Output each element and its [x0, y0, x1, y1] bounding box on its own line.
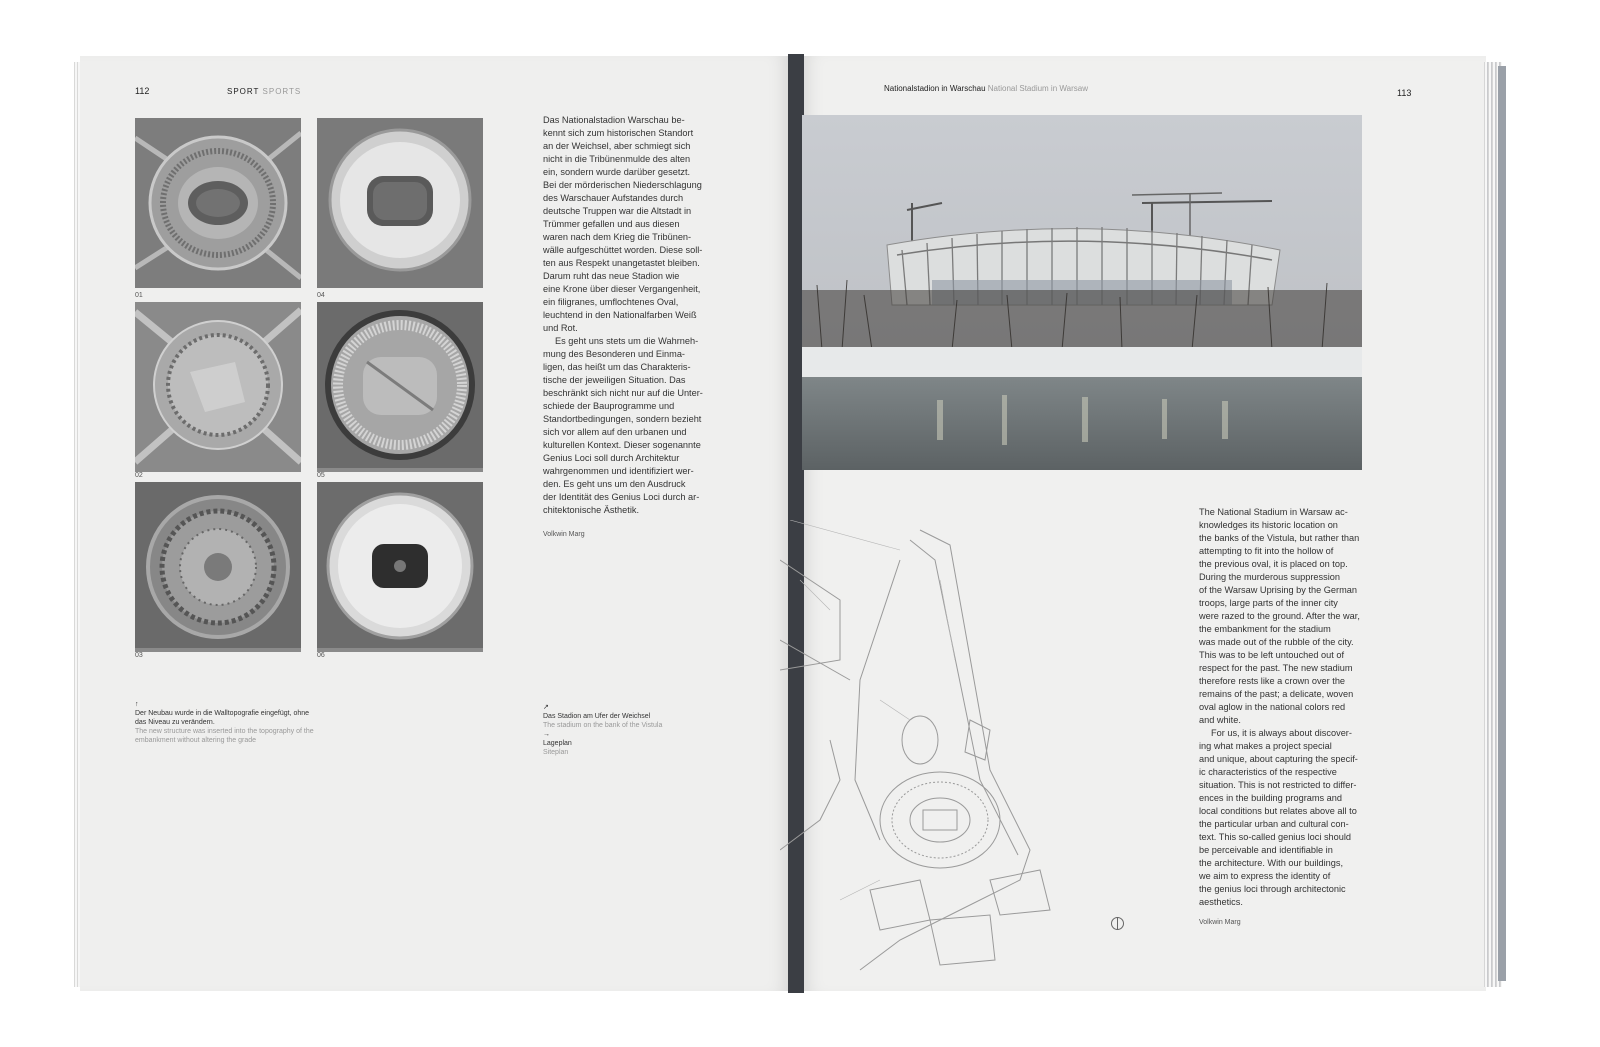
right-header	[884, 84, 1088, 93]
caption-arrow-diagonal: ↗	[543, 704, 549, 711]
caption-de: Der Neubau wurde in die Walltopografie eingefügt, ohne das Niveau zu verändern.	[135, 710, 310, 726]
aerial-photo-01	[135, 118, 301, 288]
photo-number-03: 03	[135, 652, 143, 659]
section-en: SPORTS	[262, 87, 302, 96]
header-de: Nationalstadion in Warschau	[884, 84, 986, 93]
body-text-german	[543, 114, 723, 517]
photo-number-01: 01	[135, 292, 143, 299]
body-paragraph-en-1: The National Stadium in Warsaw ac- knowledges its historic location on the banks of the Vistula, but rather than attempting to fit into the hollow of the previous oval, it is placed on top. During the murderous suppression of the Warsaw Uprising by the German troops, large parts of the inner city were razed to the ground. After the war, the embankment for the stadium was made out of the rubble of the city. This was to be left untouched out of respect for the past. The new stadium therefore rests like a crown over the remains of the past; a delicate, woven oval aglow in the national colors red and white.	[1199, 507, 1360, 725]
caption-en: The new structure was inserted into the topography of the embankment without altering the grade	[135, 728, 314, 744]
aerial-photo-04	[317, 118, 483, 288]
site-plan-drawing	[780, 520, 1100, 990]
photo-number-06: 06	[317, 652, 325, 659]
photo-number-04: 04	[317, 292, 325, 299]
stadium-photo	[802, 115, 1362, 470]
aerial-photo-06	[317, 482, 483, 652]
photo-number-05: 05	[317, 472, 325, 479]
signature-left: Volkwin Marg	[543, 531, 585, 538]
section-header	[227, 87, 301, 96]
caption-walltopografie	[135, 700, 315, 745]
body-paragraph-de-2: Es geht uns stets um die Wahrneh- mung des Besonderen und Einma- ligen, das heißt um das Charakteris- tische der jeweiligen Situation. Das beschränkt sich nicht nur auf die Unter- schiede der Bauprogramme und Standortbedingungen, sondern bezieht sich vor allem auf den urbanen und kulturellen Kontext. Dieser sogenannte Genius Loci soll durch Architektur wahrgenommen und identifiziert wer- den. Es geht uns um den Ausdruck der Identität des Genius Loci durch ar- chitektonische Ästhetik.	[543, 336, 703, 515]
caption2-de: Das Stadion am Ufer der Weichsel	[543, 713, 651, 720]
caption3-de: Lageplan	[543, 740, 572, 747]
caption3-en: Siteplan	[543, 749, 569, 756]
header-en: National Stadium in Warsaw	[987, 84, 1088, 93]
north-arrow-icon	[1111, 917, 1124, 930]
aerial-photo-02	[135, 302, 301, 472]
body-text-english	[1199, 506, 1379, 909]
aerial-photo-03	[135, 482, 301, 652]
book-cover-edge	[1498, 66, 1506, 981]
section-de: SPORT	[227, 87, 260, 96]
caption2-en: The stadium on the bank of the Vistula	[543, 722, 663, 729]
caption-arrow-up: ↑	[135, 701, 139, 708]
signature-right: Volkwin Marg	[1199, 919, 1241, 926]
photo-number-02: 02	[135, 472, 143, 479]
right-page-number: 113	[1397, 88, 1412, 98]
left-page-number: 112	[135, 86, 150, 96]
caption-stadium-site	[543, 703, 693, 757]
body-paragraph-en-2: For us, it is always about discover- ing what makes a project special and unique, about capturing the specif- ic characteristics of the respective situation. This is not restricted to differ- ences in the building programs and local conditions but relates above all to the particular urban and cultural con- text. This so-called genius loci should be perceivable and identifiable in the architecture. With our buildings, we aim to express the identity of the genius loci through architectonic aesthetics.	[1199, 728, 1358, 907]
caption-arrow-right: →	[543, 731, 550, 738]
body-paragraph-de-1: Das Nationalstadion Warschau be- kennt sich zum historischen Standort an der Weichsel, aber schmiegt sich nicht in die Tribünenmulde des alten ein, sondern wurde darüber gesetzt. Bei der mörderischen Niederschlagung des Warschauer Aufstandes durch deutsche Truppen war die Altstadt in Trümmer gefallen und aus diesen waren nach dem Krieg die Tribünen- wälle aufgeschüttet worden. Diese soll- ten aus Respekt unangetastet bleiben. Darum ruht das neue Stadion wie eine Krone über dieser Vergangenheit, ein filigranes, umflochtenes Oval, leuchtend in den Nationalfarben Weiß und Rot.	[543, 115, 703, 333]
aerial-photo-05	[317, 302, 483, 472]
